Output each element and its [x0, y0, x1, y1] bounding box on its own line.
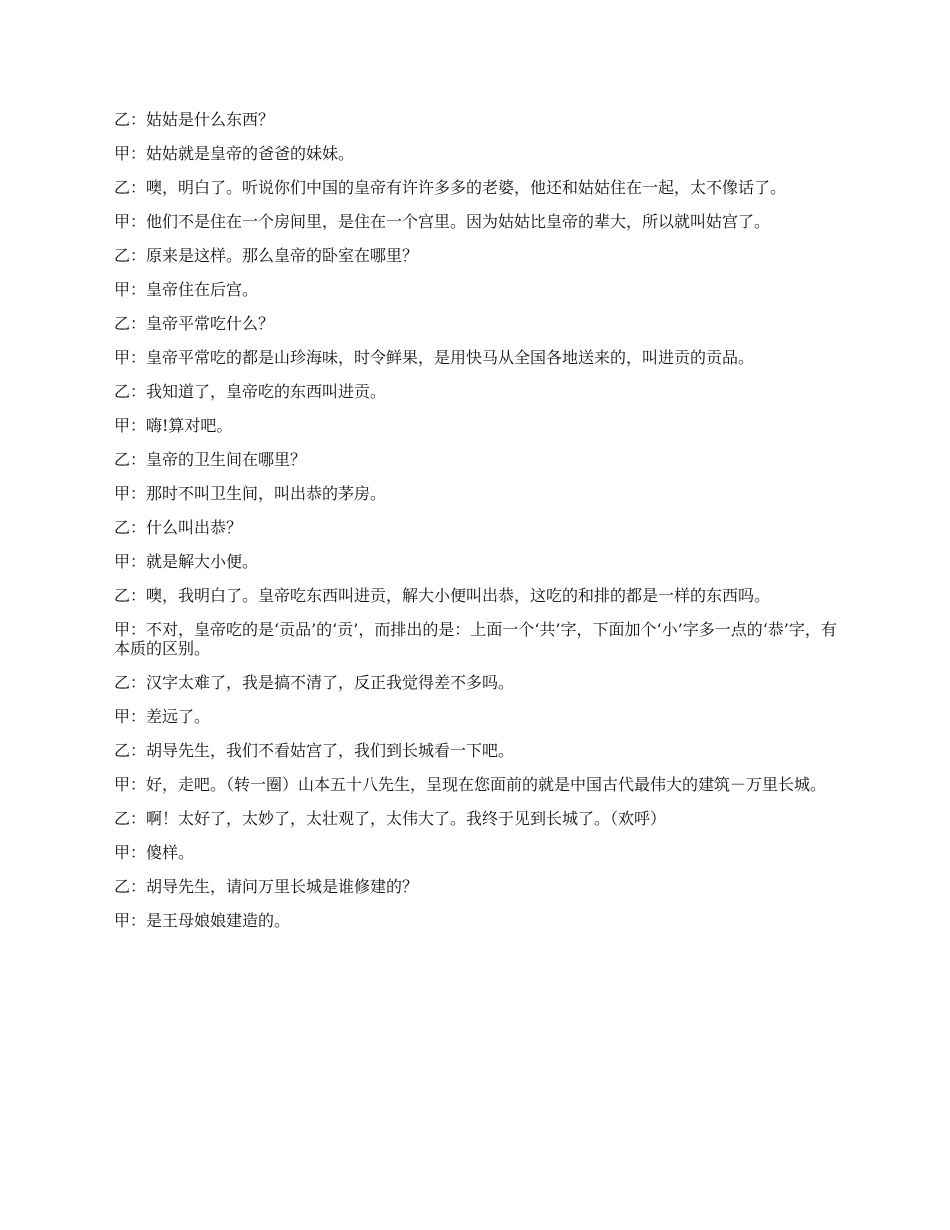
dialogue-line: 乙：我知道了，皇帝吃的东西叫进贡。 — [114, 382, 387, 401]
dialogue-line: 乙：噢，明白了。听说你们中国的皇帝有许许多多的老婆，他还和姑姑住在一起，太不像话了。 — [114, 178, 787, 197]
dialogue-line: 乙：胡导先生，我们不看姑宫了，我们到长城看一下吧。 — [114, 741, 515, 760]
dialogue-line: 甲：他们不是住在一个房间里，是住在一个宫里。因为姑姑比皇帝的辈大，所以就叫姑宫了。 — [114, 212, 771, 231]
dialogue-line: 乙：胡导先生，请问万里长城是谁修建的？ — [114, 877, 419, 896]
dialogue-line: 乙：皇帝平常吃什么？ — [114, 314, 275, 333]
dialogue-line: 甲：皇帝平常吃的都是山珍海味，时令鲜果，是用快马从全国各地送来的，叫进贡的贡品。 — [114, 348, 755, 367]
dialogue-line: 甲：就是解大小便。 — [114, 552, 259, 571]
dialogue-line: 乙：啊！太好了，太妙了，太壮观了，太伟大了。我终于见到长城了。（欢呼） — [114, 809, 667, 828]
dialogue-line: 甲：傻样。 — [114, 843, 195, 862]
dialogue-line: 乙：姑姑是什么东西？ — [114, 110, 275, 129]
dialogue-line: 甲：不对，皇帝吃的是‘贡品’的‘贡’，而排出的是：上面一个‘共’字，下面加个‘小’字多一点的‘恭’字，有本质的区别。 — [114, 620, 837, 658]
dialogue-line: 乙：皇帝的卫生间在哪里？ — [114, 450, 307, 469]
dialogue-line: 甲：是王母娘娘建造的。 — [114, 911, 291, 930]
dialogue-line: 乙：噢，我明白了。皇帝吃东西叫进贡，解大小便叫出恭，这吃的和排的都是一样的东西吗。 — [114, 586, 771, 605]
dialogue-line: 甲：嗨!算对吧。 — [114, 416, 233, 435]
dialogue-line: 甲：差远了。 — [114, 707, 211, 726]
dialogue-line: 甲：皇帝住在后宫。 — [114, 280, 259, 299]
dialogue-line: 甲：好，走吧。（转一圈）山本五十八先生，呈现在您面前的就是中国古代最伟大的建筑－万里长城。 — [114, 775, 827, 794]
dialogue-line: 乙：原来是这样。那么皇帝的卧室在哪里？ — [114, 246, 419, 265]
document-page — [114, 110, 842, 945]
dialogue-line: 乙：汉字太难了，我是搞不清了，反正我觉得差不多吗。 — [114, 673, 515, 692]
dialogue-line: 甲：姑姑就是皇帝的爸爸的妹妹。 — [114, 144, 355, 163]
dialogue-line: 乙：什么叫出恭？ — [114, 518, 243, 537]
dialogue-line: 甲：那时不叫卫生间，叫出恭的茅房。 — [114, 484, 387, 503]
